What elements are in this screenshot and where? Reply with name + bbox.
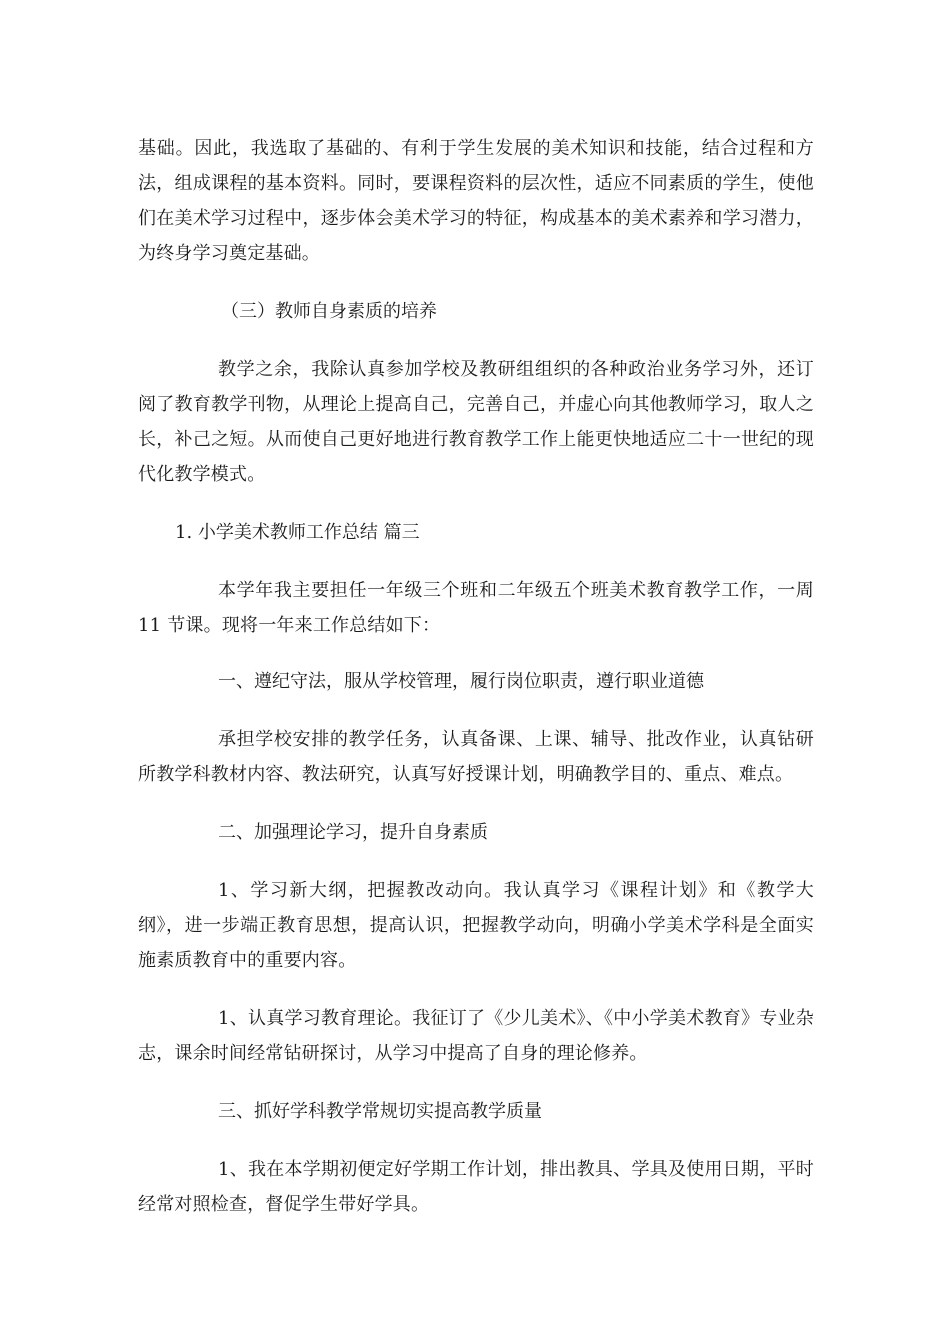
section-heading-2: 二、加强理论学习，提升自身素质: [218, 822, 488, 843]
paragraph-3: 本学年我主要担任一年级三个班和二年级五个班美术教育教学工作，一周 11 节课。现将一年来工作总结如下：: [138, 580, 814, 636]
section-heading-3: 三、抓好学科教学常规切实提高教学质量: [218, 1101, 542, 1122]
section-title-part3: 1. 小学美术教师工作总结 篇三: [175, 522, 420, 543]
paragraph-6: 1、认真学习教育理论。我征订了《少儿美术》、《中小学美术教育》专业杂志，课余时间经常钻研探讨，从学习中提高了自身的理论修养。: [138, 1008, 814, 1064]
paragraph-7: 1、我在本学期初便定好学期工作计划，排出教具、学具及使用日期，平时经常对照检查，督促学生带好学具。: [138, 1159, 814, 1215]
paragraph-2: 教学之余，我除认真参加学校及教研组组织的各种政治业务学习外，还订阅了教育教学刊物，从理论上提高自己，完善自己，并虚心向其他教师学习，取人之长，补己之短。从而使自己更好地进行教育教学工作上能更快地适应二十一世纪的现代化教学模式。: [138, 359, 814, 485]
document-page: [138, 131, 814, 1222]
paragraph-1: 基础。因此，我选取了基础的、有利于学生发展的美术知识和技能，结合过程和方法，组成课程的基本资料。同时，要课程资料的层次性，适应不同素质的学生，使他们在美术学习过程中，逐步体会美术学习的特征，构成基本的美术素养和学习潜力，为终身学习奠定基础。: [138, 138, 814, 264]
paragraph-5: 1、学习新大纲，把握教改动向。我认真学习《课程计划》和《教学大纲》，进一步端正教育思想，提高认识，把握教学动向，明确小学美术学科是全面实施素质教育中的重要内容。: [138, 880, 814, 971]
section-heading-1: 一、遵纪守法，服从学校管理，履行岗位职责，遵行职业道德: [218, 671, 704, 692]
subheading-teacher-quality: （三）教师自身素质的培养: [221, 301, 437, 322]
paragraph-4: 承担学校安排的教学任务，认真备课、上课、辅导、批改作业，认真钻研所教学科教材内容、教法研究，认真写好授课计划，明确教学目的、重点、难点。: [138, 729, 814, 785]
